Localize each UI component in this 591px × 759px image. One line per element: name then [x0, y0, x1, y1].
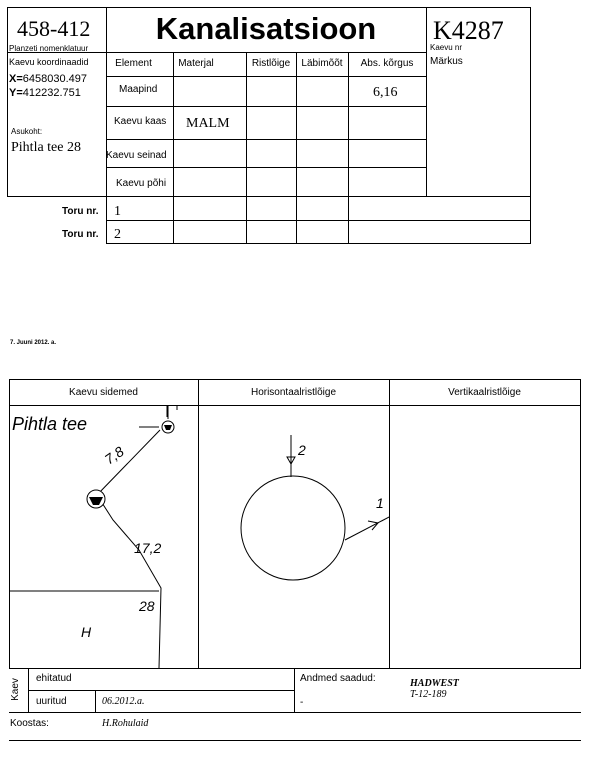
header-left-border: [7, 7, 8, 197]
header-right-border: [530, 7, 531, 244]
y-value: 412232.751: [22, 87, 81, 99]
footer-data-source-value-1: HADWEST: [410, 678, 459, 689]
row-line-1: [106, 106, 426, 107]
footer-row-bottom: [9, 712, 581, 713]
x-value: 6458030.497: [22, 73, 87, 85]
row-element-3: Kaevu seinad: [106, 150, 167, 161]
footer-final-line: [9, 740, 581, 741]
horizontal-section-sketch: [198, 405, 389, 668]
pipe-label-2: Toru nr.: [62, 229, 99, 240]
notes-label: Märkus: [430, 56, 463, 67]
pipe-value-1: 1: [114, 204, 121, 219]
col-header-abs-height: Abs. kõrgus: [360, 58, 414, 69]
row-element-1: Maapind: [119, 84, 158, 95]
row-line-4: [106, 196, 531, 197]
location-label: Asukoht:: [11, 127, 43, 136]
col-header-cross-section: Ristlõige: [251, 58, 291, 69]
row-element-2: Kaevu kaas: [114, 116, 167, 127]
row-line-bottom: [106, 243, 531, 244]
pipe-label-1: Toru nr.: [62, 206, 99, 217]
col-header-element: Element: [115, 58, 152, 69]
footer-built-label: ehitatud: [36, 673, 72, 684]
col-header-material: Materjal: [178, 58, 214, 69]
header-top-border: [7, 7, 531, 8]
pipe-out-line: [345, 515, 389, 540]
row-element-4: Kaevu põhi: [116, 178, 167, 189]
building-letter-label: H: [81, 624, 92, 640]
footer-data-source-dash: -: [300, 697, 304, 708]
y-coordinate: [9, 87, 81, 99]
col-divider-3: [246, 52, 247, 244]
connections-sketch: [9, 405, 198, 668]
row-line-3: [106, 167, 426, 168]
page-title: Kanalisatsioon: [155, 11, 377, 46]
panel-title-vertical: Vertikaalristlõige: [448, 387, 521, 398]
row-line-header: [106, 76, 426, 77]
length-label-2: 17,2: [134, 540, 162, 556]
col-divider-notes: [426, 7, 427, 197]
row-abs-height-1: 6,16: [373, 85, 398, 100]
x-label: X=: [9, 73, 23, 85]
col-divider-5: [348, 52, 349, 244]
pipe-in-number: 2: [298, 442, 306, 458]
footer-middle-divider: [294, 668, 295, 712]
well-number: K4287: [433, 16, 504, 45]
location-value: Pihtla tee 28: [11, 140, 81, 155]
footer-top-border: [9, 668, 581, 669]
footer-data-source-label: Andmed saadud:: [300, 673, 376, 684]
footer-compiled-label: Koostas:: [10, 718, 49, 729]
row-material-2: MALM: [186, 116, 230, 131]
col-divider-2: [173, 52, 174, 244]
row-line-2: [106, 139, 426, 140]
house-number-label: 28: [139, 598, 155, 614]
pipe-value-2: 2: [114, 227, 121, 242]
footer-built-row-line: [28, 690, 295, 691]
nomenclature-code: 458-412: [17, 16, 91, 41]
date-note: 7. Juuni 2012. a.: [10, 340, 57, 346]
well-circle: [241, 476, 345, 580]
y-label: Y=: [9, 87, 23, 99]
panels-top-border: [9, 379, 581, 380]
panel-title-horizontal: Horisontaalristlõige: [250, 387, 337, 398]
panels-right-border: [580, 379, 581, 669]
panel-title-connections: Kaevu sidemed: [69, 387, 138, 398]
street-label: Pihtla tee: [12, 414, 88, 434]
footer-surveyed-value: 06.2012.a.: [102, 696, 145, 707]
row-line-pipe: [106, 220, 531, 221]
col-header-diameter: Läbimõõt: [301, 58, 343, 69]
length-label-1: 7,8: [101, 443, 127, 468]
col-divider-4: [296, 52, 297, 244]
footer-data-source-value-2: T-12-189: [410, 689, 447, 700]
x-coordinate: [9, 73, 87, 85]
footer-sub-divider: [95, 690, 96, 712]
coordinates-label: Kaevu koordinaadid: [9, 57, 89, 67]
footer-compiled-value: H.Rohulaid: [102, 718, 149, 729]
panels-divider-2: [389, 379, 390, 669]
title-row-bottom: [106, 52, 426, 53]
header-bottom-left-border: [7, 196, 106, 197]
pipe-out-number: 1: [376, 495, 384, 511]
nomenclature-label: Planzeti nomenklatuur: [9, 44, 89, 53]
footer-surveyed-label: uuritud: [36, 696, 67, 707]
well-number-label: Kaevu nr: [430, 43, 463, 52]
footer-side-label: Kaev: [9, 678, 21, 701]
